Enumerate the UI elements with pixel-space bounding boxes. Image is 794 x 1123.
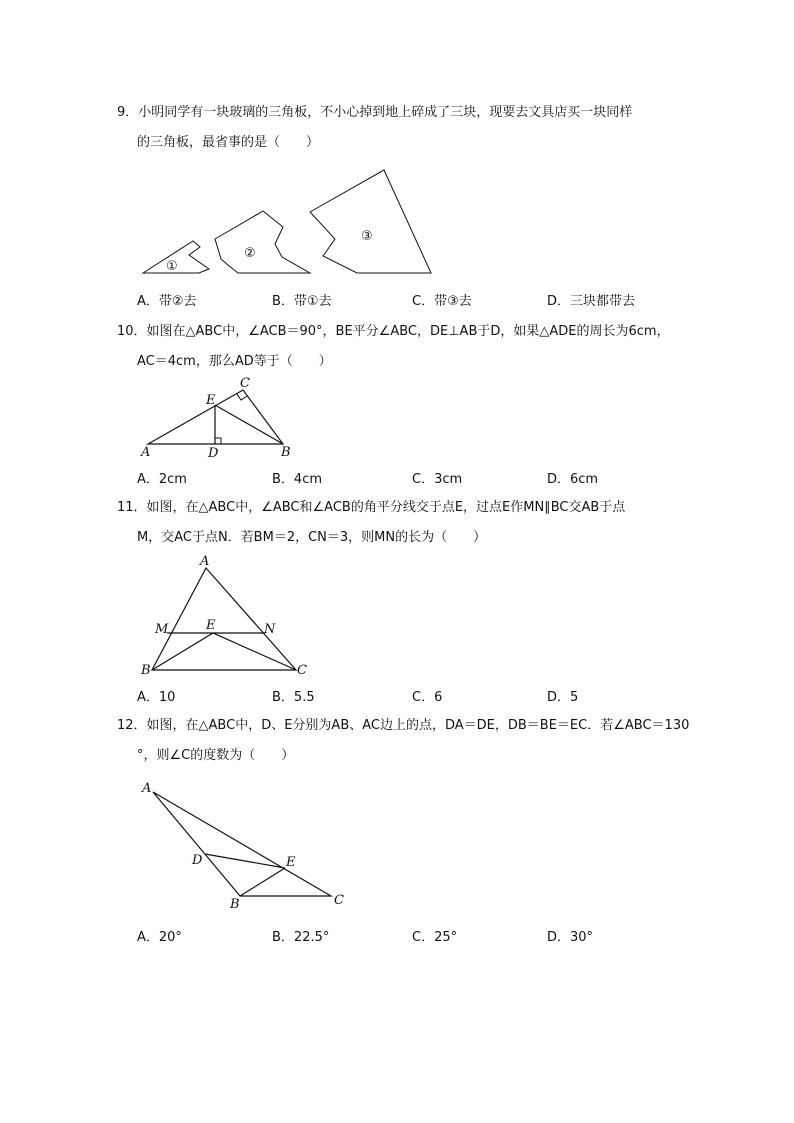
point-m-label: M [155, 622, 169, 637]
right-angle-mark-d [215, 438, 221, 444]
point-n-label: N [264, 622, 276, 637]
fragment-3-label: ③ [361, 229, 373, 244]
question-9-figure [135, 165, 440, 280]
point-c-label: C [297, 663, 307, 678]
triangle-abc [152, 568, 296, 670]
question-11-stem-line-2: M，交AC于点N．若BM＝2，CN＝3，则MN的长为（ ） [137, 530, 487, 545]
question-9-stem-line-1: 9．小明同学有一块玻璃的三角板，不小心掉到地上碎成了三块，现要去文具店买一块同样 [117, 105, 633, 120]
point-b-label: B [141, 663, 151, 678]
question-9 [117, 98, 677, 158]
question-11-option-b[interactable]: B．5.5 [272, 690, 315, 705]
question-10-stem-line-1: 10．如图在△ABC中，∠ACB＝90°，BE平分∠ABC，DE⊥AB于D，如果△ADE的周长为6cm， [117, 324, 670, 339]
question-10-stem-line-2: AC＝4cm，那么AD等于（ ） [137, 354, 332, 369]
question-12-option-c[interactable]: C．25° [412, 930, 458, 945]
question-10-option-d[interactable]: D．6cm [547, 472, 599, 487]
question-10 [117, 317, 677, 377]
question-10-figure [138, 372, 298, 462]
question-12-stem-line-1: 12．如图，在△ABC中，D、E分别为AB、AC边上的点，DA＝DE，DB＝BE＝EC．若∠ABC＝130 [117, 718, 690, 733]
question-11-figure [138, 552, 313, 682]
fragment-1-label: ① [166, 259, 178, 274]
question-12-stem-line-2: °，则∠C的度数为（ ） [137, 748, 295, 763]
point-d-label: D [208, 446, 219, 461]
question-11-options [137, 686, 677, 706]
point-d-label: D [192, 853, 203, 868]
question-11-option-a[interactable]: A．10 [137, 690, 176, 705]
question-10-option-b[interactable]: B．4cm [272, 472, 323, 487]
question-11-option-d[interactable]: D．5 [547, 690, 579, 705]
question-11-stem-line-1: 11．如图，在△ABC中，∠ABC和∠ACB的角平分线交于点E，过点E作MN∥BC交AB于点 [117, 500, 626, 515]
question-10-options [137, 468, 677, 488]
point-a-label: A [142, 781, 152, 796]
question-9-options [137, 290, 677, 310]
point-b-label: B [230, 897, 240, 912]
question-9-option-c[interactable]: C．带③去 [412, 294, 472, 309]
question-10-option-a[interactable]: A．2cm [137, 472, 187, 487]
question-12-option-d[interactable]: D．30° [547, 930, 594, 945]
point-e-label: E [206, 618, 216, 633]
question-12-figure [135, 778, 350, 913]
question-10-option-c[interactable]: C．3cm [412, 472, 463, 487]
triangle-fragment-3 [310, 170, 431, 273]
right-angle-mark-c [237, 394, 247, 400]
segment-de [205, 854, 285, 868]
question-12-option-a[interactable]: A．20° [137, 930, 182, 945]
fragment-2-label: ② [244, 246, 256, 261]
point-b-label: B [281, 445, 291, 460]
point-c-label: C [334, 893, 344, 908]
question-11-option-c[interactable]: C．6 [412, 690, 443, 705]
point-e-label: E [206, 393, 216, 408]
point-a-label: A [200, 554, 210, 569]
segment-ce [213, 633, 296, 670]
segment-be [240, 868, 285, 896]
point-a-label: A [141, 445, 151, 460]
question-12 [117, 711, 690, 771]
triangle-fragment-2 [215, 211, 310, 273]
question-12-options [137, 926, 677, 946]
question-9-stem-line-2: 的三角板，最省事的是（ ） [137, 135, 320, 150]
segment-eb [215, 405, 283, 444]
question-9-option-b[interactable]: B．带①去 [272, 294, 332, 309]
question-11 [117, 493, 677, 553]
question-9-option-a[interactable]: A．带②去 [137, 294, 197, 309]
point-c-label: C [240, 376, 250, 391]
triangle-abc [153, 792, 331, 896]
point-e-label: E [286, 855, 296, 870]
question-9-option-d[interactable]: D．三块都带去 [547, 294, 636, 309]
question-12-option-b[interactable]: B．22.5° [272, 930, 330, 945]
